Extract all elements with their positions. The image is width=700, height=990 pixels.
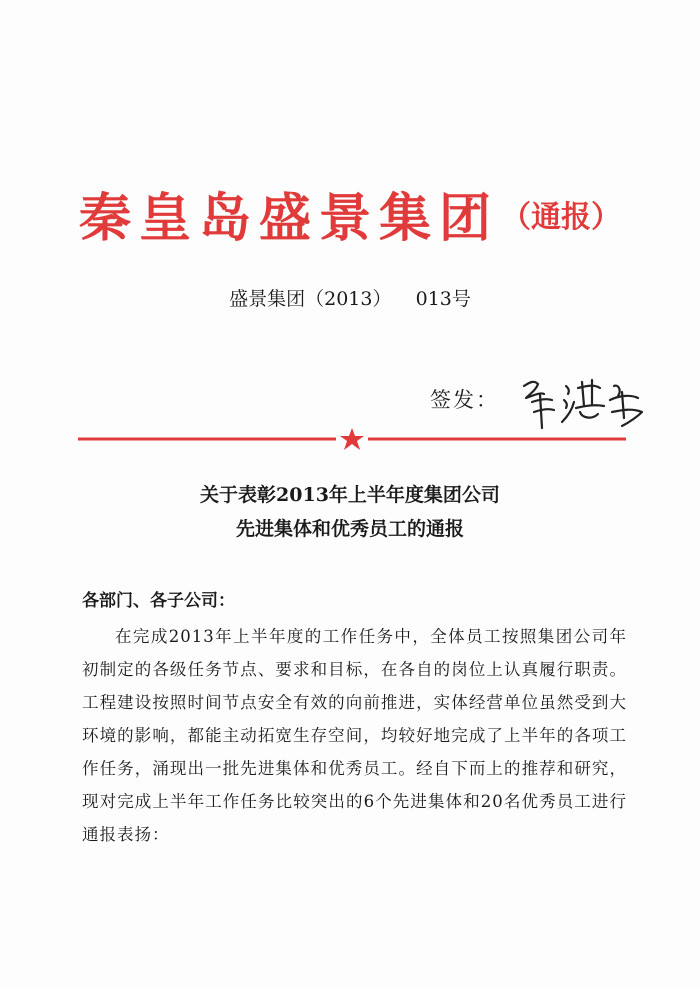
salutation: 各部门、各子公司：: [82, 591, 235, 611]
masthead: [0, 176, 700, 251]
notice-title: [0, 478, 700, 546]
notice-title-line-1: 关于表彰2013年上半年度集团公司: [200, 484, 500, 506]
body-paragraph: 在完成2013年上半年度的工作任务中，全体员工按照集团公司年初制定的各级任务节点、要求和目标，在各自的岗位上认真履行职责。工程建设按照时间节点安全有效的向前推进，实体经营单位虽然受到大环境的影响，都能主动拓宽生存空间，均较好地完成了上半年的各项工作任务，涌现出一批先进集体和优秀员工。经自下而上的推荐和研究，现对完成上半年工作任务比较突出的6个先进集体和20名优秀员工进行通报表扬：: [82, 627, 627, 844]
red-divider-with-star: [78, 428, 626, 450]
handwritten-signature: [518, 372, 648, 432]
star-icon: [340, 428, 364, 450]
signoff-block: [430, 372, 670, 432]
masthead-org-name: 秦皇岛盛景集团: [78, 188, 499, 249]
masthead-doc-type: （通报）: [501, 199, 621, 235]
document-number: 盛景集团（2013） 013号: [229, 288, 471, 310]
signoff-label: 签发：: [430, 388, 499, 412]
notice-title-line-2: 先进集体和优秀员工的通报: [235, 518, 464, 540]
